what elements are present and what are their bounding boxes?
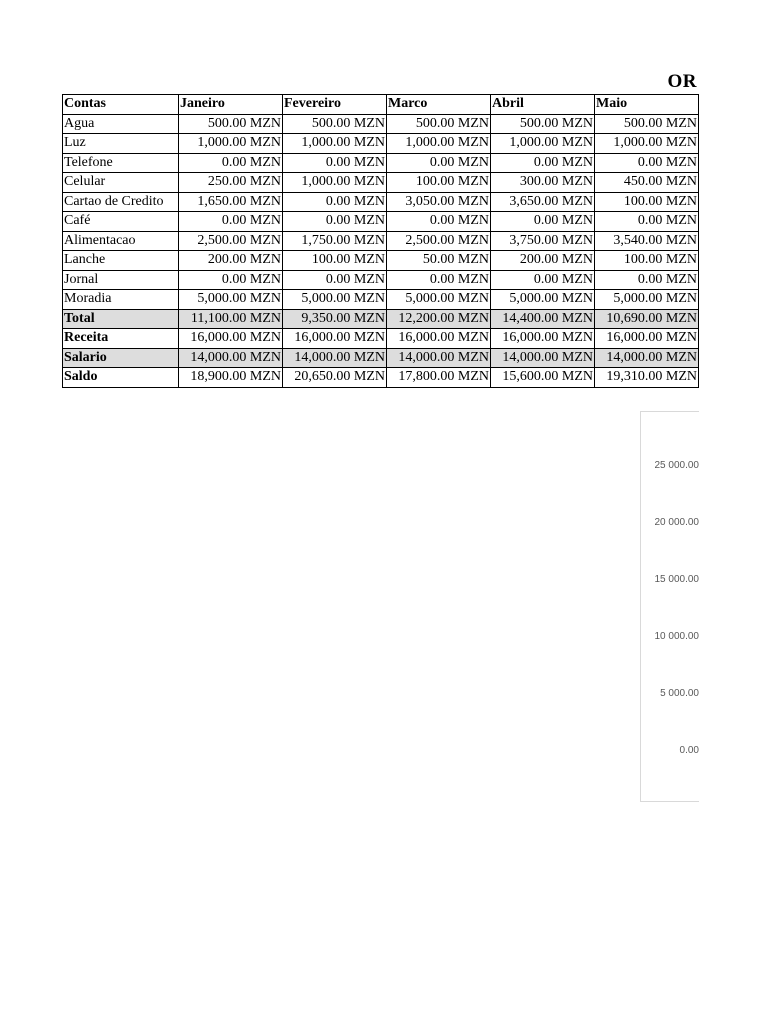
budget-table — [62, 94, 699, 388]
table-row — [63, 329, 699, 349]
value-cell: 100.00 MZN — [283, 251, 387, 271]
value-cell: 1,000.00 MZN — [283, 134, 387, 154]
value-cell: 0.00 MZN — [283, 270, 387, 290]
value-cell: 0.00 MZN — [179, 212, 283, 232]
value-cell: 3,750.00 MZN — [491, 231, 595, 251]
table-row — [63, 309, 699, 329]
value-cell: 16,000.00 MZN — [491, 329, 595, 349]
value-cell: 1,000.00 MZN — [595, 134, 699, 154]
row-label-cell: Café — [63, 212, 179, 232]
value-cell: 0.00 MZN — [387, 212, 491, 232]
row-label-cell: Agua — [63, 114, 179, 134]
table-row — [63, 134, 699, 154]
value-cell: 500.00 MZN — [387, 114, 491, 134]
value-cell: 1,000.00 MZN — [283, 173, 387, 193]
value-cell: 11,100.00 MZN — [179, 309, 283, 329]
value-cell: 14,400.00 MZN — [491, 309, 595, 329]
value-cell: 0.00 MZN — [595, 270, 699, 290]
value-cell: 5,000.00 MZN — [595, 290, 699, 310]
value-cell: 0.00 MZN — [283, 212, 387, 232]
value-cell: 2,500.00 MZN — [179, 231, 283, 251]
value-cell: 0.00 MZN — [491, 212, 595, 232]
value-cell: 9,350.00 MZN — [283, 309, 387, 329]
value-cell: 1,000.00 MZN — [491, 134, 595, 154]
value-cell: 20,650.00 MZN — [283, 368, 387, 388]
y-axis-tick-label: 5 000.00 — [660, 688, 699, 699]
value-cell: 1,000.00 MZN — [387, 134, 491, 154]
value-cell: 17,800.00 MZN — [387, 368, 491, 388]
row-label-cell: Saldo — [63, 368, 179, 388]
table-row — [63, 290, 699, 310]
chart-area[interactable] — [640, 411, 699, 802]
table-header-row — [63, 95, 699, 115]
value-cell: 2,500.00 MZN — [387, 231, 491, 251]
row-label-cell: Salario — [63, 348, 179, 368]
value-cell: 0.00 MZN — [387, 153, 491, 173]
table-row — [63, 153, 699, 173]
value-cell: 500.00 MZN — [283, 114, 387, 134]
header-cell: Contas — [63, 95, 179, 115]
value-cell: 10,690.00 MZN — [595, 309, 699, 329]
value-cell: 0.00 MZN — [179, 270, 283, 290]
value-cell: 500.00 MZN — [179, 114, 283, 134]
row-label-cell: Alimentacao — [63, 231, 179, 251]
value-cell: 19,310.00 MZN — [595, 368, 699, 388]
value-cell: 1,750.00 MZN — [283, 231, 387, 251]
value-cell: 100.00 MZN — [387, 173, 491, 193]
value-cell: 5,000.00 MZN — [491, 290, 595, 310]
value-cell: 12,200.00 MZN — [387, 309, 491, 329]
value-cell: 100.00 MZN — [595, 251, 699, 271]
header-cell: Maio — [595, 95, 699, 115]
value-cell: 15,600.00 MZN — [491, 368, 595, 388]
value-cell: 450.00 MZN — [595, 173, 699, 193]
row-label-cell: Moradia — [63, 290, 179, 310]
value-cell: 3,050.00 MZN — [387, 192, 491, 212]
value-cell: 0.00 MZN — [491, 153, 595, 173]
y-axis-tick-label: 20 000.00 — [654, 517, 699, 528]
row-label-cell: Receita — [63, 329, 179, 349]
value-cell: 0.00 MZN — [491, 270, 595, 290]
value-cell: 5,000.00 MZN — [283, 290, 387, 310]
header-cell: Marco — [387, 95, 491, 115]
value-cell: 14,000.00 MZN — [387, 348, 491, 368]
page-title: OR — [667, 71, 697, 92]
value-cell: 50.00 MZN — [387, 251, 491, 271]
value-cell: 200.00 MZN — [179, 251, 283, 271]
value-cell: 0.00 MZN — [283, 153, 387, 173]
value-cell: 16,000.00 MZN — [387, 329, 491, 349]
value-cell: 500.00 MZN — [595, 114, 699, 134]
value-cell: 14,000.00 MZN — [179, 348, 283, 368]
value-cell: 3,540.00 MZN — [595, 231, 699, 251]
value-cell: 16,000.00 MZN — [595, 329, 699, 349]
value-cell: 1,000.00 MZN — [179, 134, 283, 154]
value-cell: 5,000.00 MZN — [387, 290, 491, 310]
row-label-cell: Cartao de Credito — [63, 192, 179, 212]
y-axis-tick-label: 10 000.00 — [654, 631, 699, 642]
row-label-cell: Luz — [63, 134, 179, 154]
table-row — [63, 251, 699, 271]
value-cell: 0.00 MZN — [387, 270, 491, 290]
y-axis-tick-label: 25 000.00 — [654, 460, 699, 471]
header-cell: Fevereiro — [283, 95, 387, 115]
row-label-cell: Lanche — [63, 251, 179, 271]
value-cell: 16,000.00 MZN — [283, 329, 387, 349]
header-cell: Janeiro — [179, 95, 283, 115]
table-row — [63, 270, 699, 290]
value-cell: 0.00 MZN — [595, 212, 699, 232]
table-row — [63, 212, 699, 232]
value-cell: 3,650.00 MZN — [491, 192, 595, 212]
table-row — [63, 231, 699, 251]
value-cell: 16,000.00 MZN — [179, 329, 283, 349]
value-cell: 14,000.00 MZN — [595, 348, 699, 368]
row-label-cell: Telefone — [63, 153, 179, 173]
value-cell: 0.00 MZN — [595, 153, 699, 173]
value-cell: 500.00 MZN — [491, 114, 595, 134]
row-label-cell: Celular — [63, 173, 179, 193]
table-row — [63, 192, 699, 212]
y-axis-tick-label: 0.00 — [679, 745, 699, 756]
value-cell: 250.00 MZN — [179, 173, 283, 193]
value-cell: 14,000.00 MZN — [491, 348, 595, 368]
header-cell: Abril — [491, 95, 595, 115]
row-label-cell: Jornal — [63, 270, 179, 290]
value-cell: 5,000.00 MZN — [179, 290, 283, 310]
value-cell: 0.00 MZN — [179, 153, 283, 173]
value-cell: 14,000.00 MZN — [283, 348, 387, 368]
value-cell: 1,650.00 MZN — [179, 192, 283, 212]
value-cell: 18,900.00 MZN — [179, 368, 283, 388]
value-cell: 300.00 MZN — [491, 173, 595, 193]
table-row — [63, 114, 699, 134]
value-cell: 100.00 MZN — [595, 192, 699, 212]
table-body — [63, 114, 699, 387]
value-cell: 0.00 MZN — [283, 192, 387, 212]
value-cell: 200.00 MZN — [491, 251, 595, 271]
row-label-cell: Total — [63, 309, 179, 329]
table-row — [63, 348, 699, 368]
table-row — [63, 368, 699, 388]
table-row — [63, 173, 699, 193]
y-axis-tick-label: 15 000.00 — [654, 574, 699, 585]
